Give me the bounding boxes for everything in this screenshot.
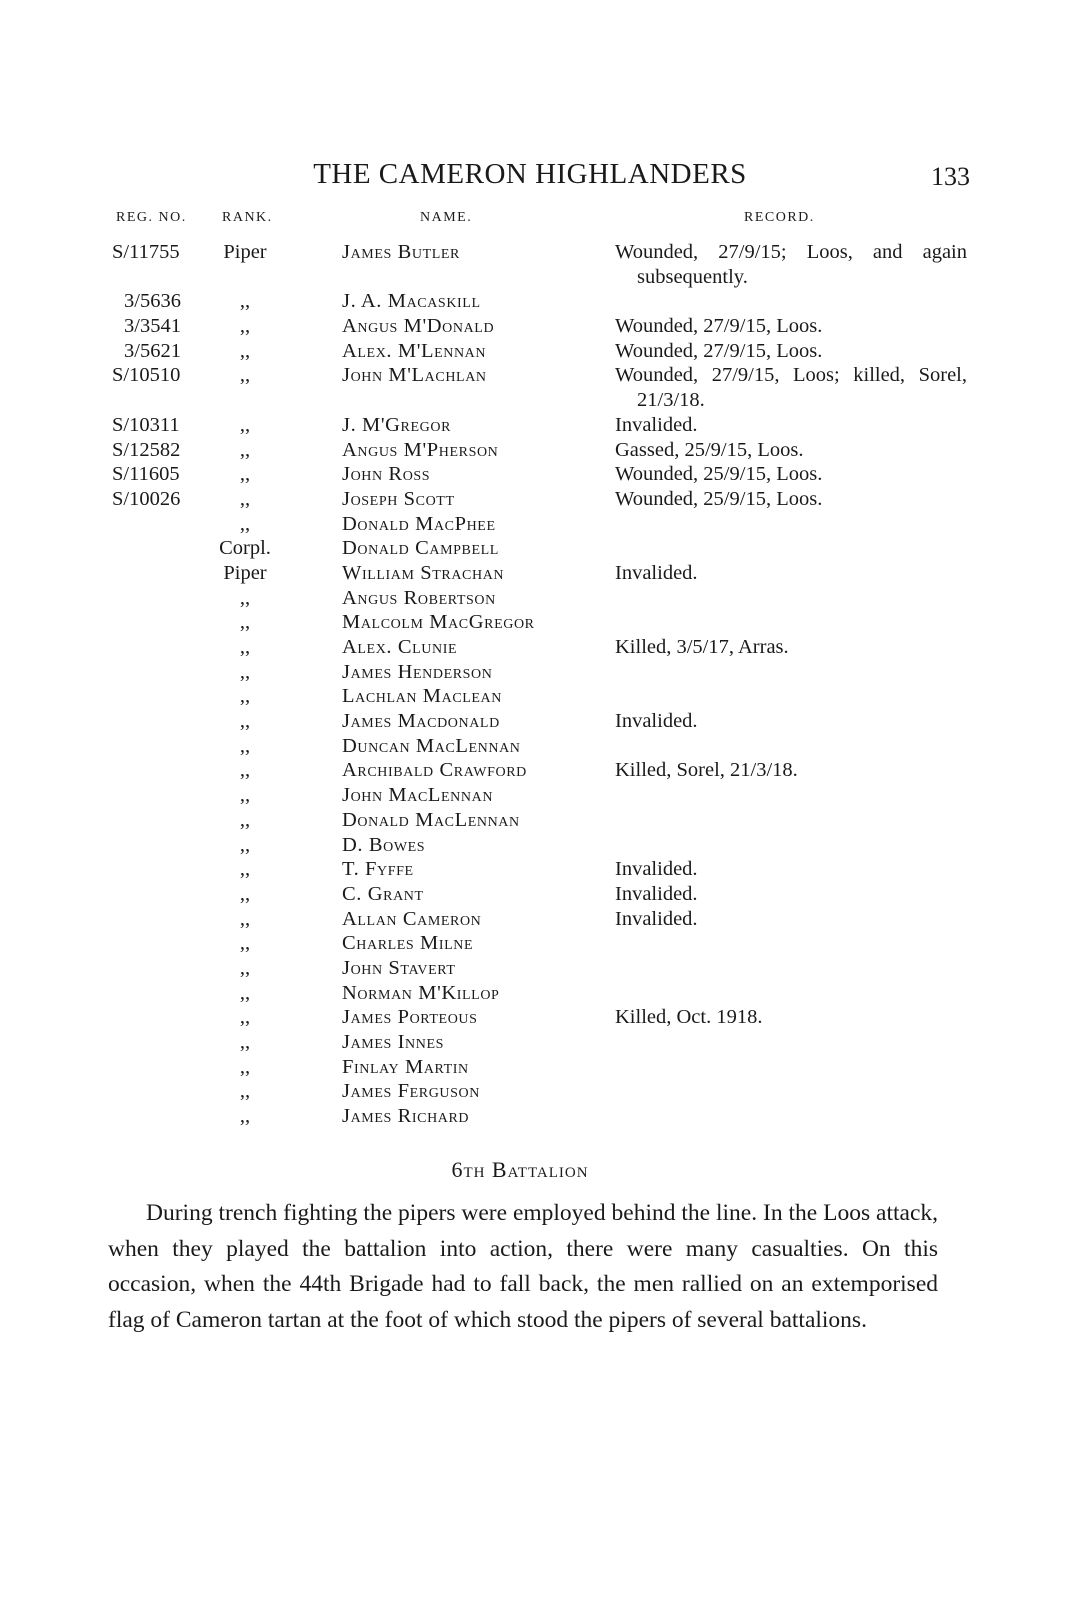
table-row — [0, 1079, 1066, 1104]
name-cell: Alex. Clunie — [342, 636, 458, 659]
name-cell: Duncan MacLennan — [342, 734, 521, 757]
name-cell: John M'Lachlan — [342, 364, 487, 387]
table-row — [0, 240, 1066, 289]
rank-cell: ,, — [239, 734, 251, 757]
table-row — [0, 1055, 1066, 1080]
rank-cell: ,, — [239, 339, 251, 362]
name-cell: James Porteous — [342, 1006, 478, 1029]
running-title: THE CAMERON HIGHLANDERS — [313, 158, 747, 190]
table-row — [0, 808, 1066, 833]
column-header-record: RECORD. — [744, 210, 815, 225]
record-cell: Invalided. — [615, 907, 698, 930]
record-cell: Wounded, 25/9/15, Loos. — [615, 463, 823, 486]
table-row — [0, 931, 1066, 956]
rank-cell: ,, — [239, 364, 251, 387]
reg-no-cell: 3/5636 — [124, 290, 181, 313]
table-row — [0, 462, 1066, 487]
table-row — [0, 907, 1066, 932]
page-number: 133 — [931, 162, 970, 191]
name-cell: Donald MacLennan — [342, 808, 520, 831]
table-row — [0, 981, 1066, 1006]
table-body — [0, 240, 1066, 1129]
table-row — [0, 635, 1066, 660]
name-cell: T. Fyffe — [342, 858, 414, 881]
name-cell: Angus M'Pherson — [342, 438, 499, 461]
record-cell: Wounded, 27/9/15, Loos. — [615, 315, 823, 338]
table-row — [0, 314, 1066, 339]
rank-cell: ,, — [239, 636, 251, 659]
rank-cell: ,, — [239, 981, 251, 1004]
table-row — [0, 339, 1066, 364]
record-cell: Invalided. — [615, 413, 698, 436]
name-cell: Allan Cameron — [342, 907, 482, 930]
table-row — [0, 438, 1066, 463]
rank-cell: ,, — [239, 315, 251, 338]
name-cell: Lachlan Maclean — [342, 685, 502, 708]
rank-cell: ,, — [239, 611, 251, 634]
record-cell: Invalided. — [615, 858, 698, 881]
name-cell: D. Bowes — [342, 833, 426, 856]
name-cell: Joseph Scott — [342, 487, 455, 510]
rank-cell: ,, — [239, 1105, 251, 1128]
name-cell: C. Grant — [342, 882, 424, 905]
column-header-reg-no: REG. NO. — [116, 210, 187, 225]
table-row — [0, 610, 1066, 635]
record-cell: Wounded, 27/9/15; Loos, and again subsequently. — [615, 241, 967, 288]
name-cell: James Richard — [342, 1105, 470, 1128]
record-cell: Killed, Sorel, 21/3/18. — [615, 759, 798, 782]
name-cell: J. A. Macaskill — [342, 290, 481, 313]
rank-cell: ,, — [239, 759, 251, 782]
table-row — [0, 857, 1066, 882]
column-header-rank: RANK. — [222, 210, 273, 225]
table-row — [0, 536, 1066, 561]
record-cell: Invalided. — [615, 710, 698, 733]
name-cell: Norman M'Killop — [342, 981, 500, 1004]
body-paragraph: During trench fighting the pipers were employed behind the line. In the Loos attack, when they played the battalion into action, there were many casualties. On this occasion, when the 44th Brigade had to fall back, the men rallied on an extemporised flag of Cameron tartan at the foot of which stood the pipers of several battalions. — [108, 1200, 938, 1333]
name-cell: Donald MacPhee — [342, 512, 496, 535]
table-row — [0, 882, 1066, 907]
table-row — [0, 956, 1066, 981]
table-row — [0, 1030, 1066, 1055]
rank-cell: ,, — [239, 1031, 251, 1054]
name-cell: Alex. M'Lennan — [342, 339, 487, 362]
name-cell: Angus M'Donald — [342, 315, 495, 338]
table-row — [0, 363, 1066, 412]
rank-cell: ,, — [239, 808, 251, 831]
name-cell: John Stavert — [342, 956, 456, 979]
rank-cell: ,, — [239, 784, 251, 807]
name-cell: William Strachan — [342, 561, 505, 584]
rank-cell: Corpl. — [219, 537, 271, 560]
rank-cell: ,, — [239, 882, 251, 905]
rank-cell: ,, — [239, 1055, 251, 1078]
reg-no-cell: 3/3541 — [124, 315, 181, 338]
table-row — [0, 1104, 1066, 1129]
rank-cell: Piper — [223, 561, 267, 584]
rank-cell: ,, — [239, 438, 251, 461]
table-row — [0, 660, 1066, 685]
name-cell: Donald Campbell — [342, 537, 499, 560]
record-cell: Wounded, 27/9/15, Loos; killed, Sorel, 21/3/18. — [615, 364, 967, 412]
table-row — [0, 833, 1066, 858]
rank-cell: ,, — [239, 932, 251, 955]
table-row — [0, 586, 1066, 611]
name-cell: Archibald Crawford — [342, 759, 527, 782]
rank-cell: ,, — [239, 487, 251, 510]
column-header-name: NAME. — [420, 210, 473, 225]
reg-no-cell: S/10311 — [112, 413, 180, 436]
reg-no-cell: S/10026 — [112, 487, 181, 510]
table-row — [0, 684, 1066, 709]
record-cell: Killed, Oct. 1918. — [615, 1006, 763, 1029]
name-cell: James Butler — [342, 241, 460, 263]
name-cell: John Ross — [342, 463, 431, 486]
rank-cell: ,, — [239, 1006, 251, 1029]
rank-cell: ,, — [239, 710, 251, 733]
record-cell: Wounded, 27/9/15, Loos. — [615, 339, 823, 362]
name-cell: Angus Robertson — [342, 586, 496, 609]
rank-cell: ,, — [239, 833, 251, 856]
rank-cell: ,, — [239, 413, 251, 436]
record-cell: Killed, 3/5/17, Arras. — [615, 636, 789, 659]
rank-cell: ,, — [239, 586, 251, 609]
name-cell: James Macdonald — [342, 710, 500, 733]
rank-cell: ,, — [239, 512, 251, 535]
table-row — [0, 783, 1066, 808]
table-row — [0, 413, 1066, 438]
table-row — [0, 487, 1066, 512]
rank-cell: ,, — [239, 685, 251, 708]
table-row — [0, 734, 1066, 759]
table-row — [0, 1005, 1066, 1030]
record-cell: Invalided. — [615, 561, 698, 584]
rank-cell: ,, — [239, 463, 251, 486]
table-row — [0, 561, 1066, 586]
reg-no-cell: S/11755 — [112, 241, 180, 263]
rank-cell: ,, — [239, 660, 251, 683]
record-cell: Invalided. — [615, 882, 698, 905]
record-cell: Wounded, 25/9/15, Loos. — [615, 487, 823, 510]
rank-cell: ,, — [239, 907, 251, 930]
section-heading: 6th Battalion — [451, 1157, 589, 1182]
name-cell: James Henderson — [342, 660, 493, 683]
rank-cell: ,, — [239, 858, 251, 881]
reg-no-cell: S/11605 — [112, 463, 180, 486]
name-cell: James Innes — [342, 1031, 444, 1054]
name-cell: James Ferguson — [342, 1080, 480, 1103]
reg-no-cell: S/10510 — [112, 364, 181, 387]
table-row — [0, 709, 1066, 734]
reg-no-cell: S/12582 — [112, 438, 181, 461]
name-cell: Charles Milne — [342, 932, 474, 955]
table-header-row — [0, 210, 1066, 240]
reg-no-cell: 3/5621 — [124, 339, 181, 362]
rank-cell: ,, — [239, 290, 251, 313]
table-row — [0, 289, 1066, 314]
rank-cell: ,, — [239, 1080, 251, 1103]
roll-table — [0, 210, 1066, 1129]
name-cell: Malcolm MacGregor — [342, 611, 535, 634]
rank-cell: Piper — [223, 241, 267, 263]
name-cell: Finlay Martin — [342, 1055, 469, 1078]
rank-cell: ,, — [239, 956, 251, 979]
table-row — [0, 758, 1066, 783]
name-cell: John MacLennan — [342, 784, 494, 807]
name-cell: J. M'Gregor — [342, 413, 452, 436]
record-cell: Gassed, 25/9/15, Loos. — [615, 438, 804, 461]
table-row — [0, 512, 1066, 537]
